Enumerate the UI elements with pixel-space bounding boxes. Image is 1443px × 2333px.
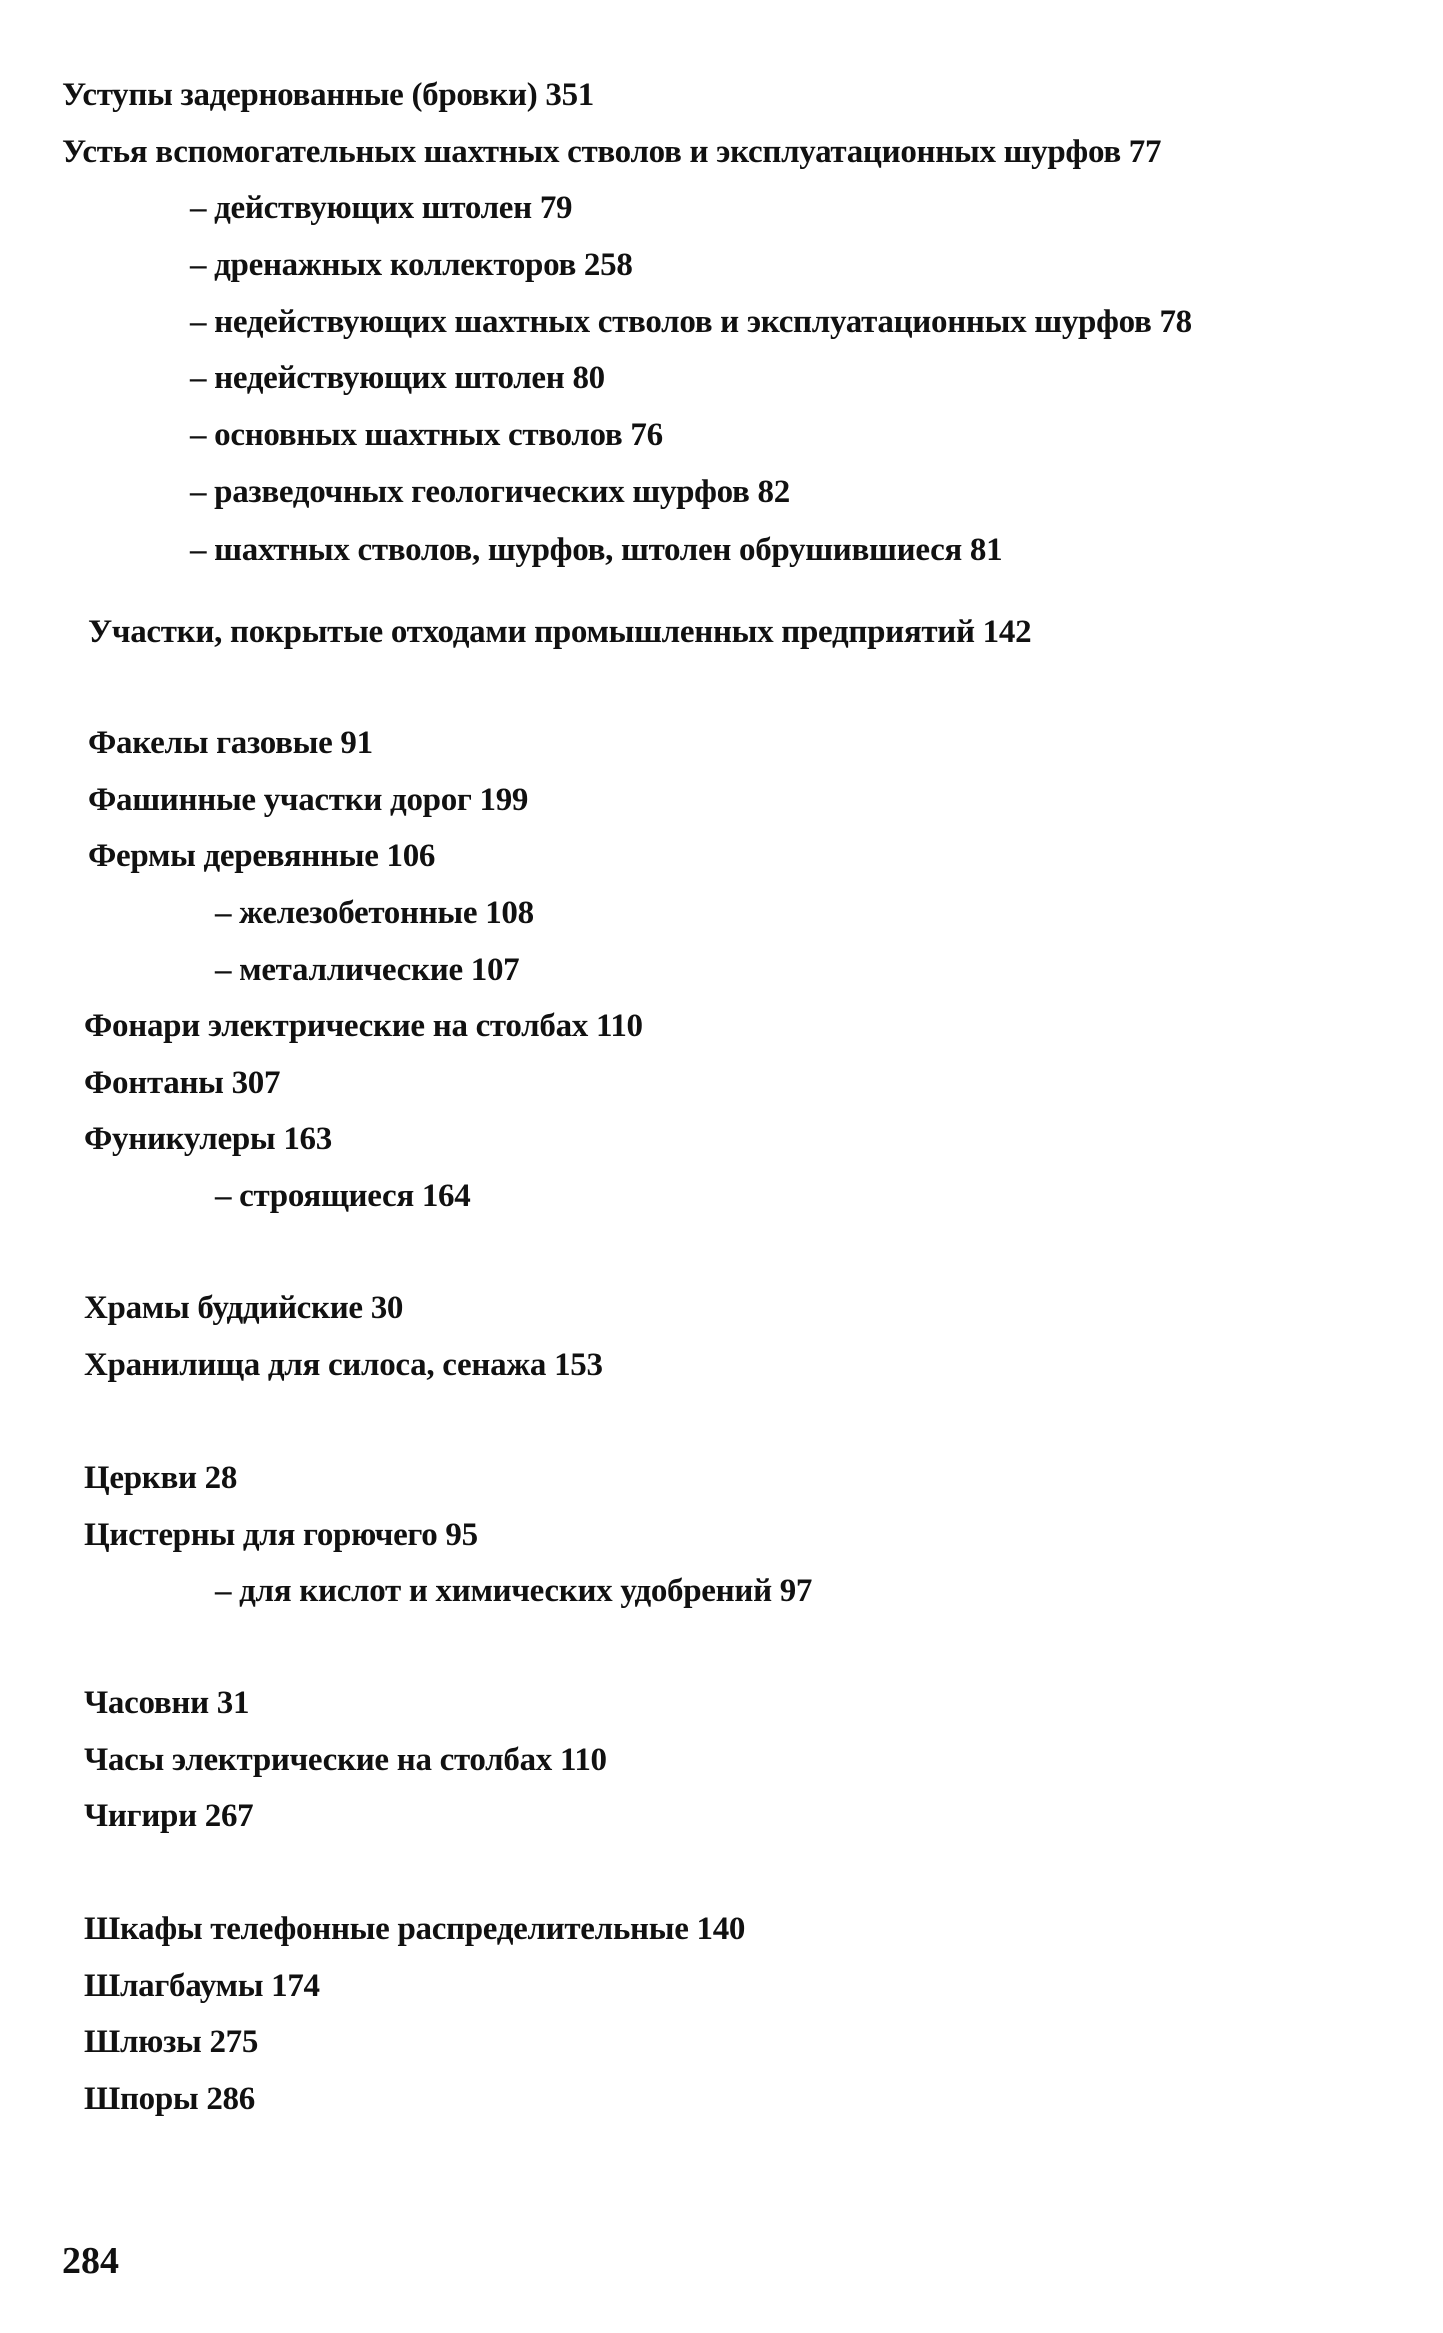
index-entry: Шкафы телефонные распределительные 140 [84, 1911, 746, 1947]
index-entry: Устья вспомогательных шахтных стволов и эксплуатационных шурфов 77 [62, 134, 1162, 170]
index-subentry: – недействующих штолен 80 [190, 360, 605, 396]
index-entry: Храмы буддийские 30 [84, 1290, 404, 1326]
index-subentry: – дренажных коллекторов 258 [190, 247, 633, 283]
index-subentry: – металлические 107 [215, 952, 520, 988]
index-entry: Факелы газовые 91 [88, 725, 373, 761]
index-subentry: – действующих штолен 79 [190, 190, 573, 226]
index-entry: Часовни 31 [84, 1685, 250, 1721]
index-entry: Участки, покрытые отходами промышленных предприятий 142 [88, 614, 1032, 650]
index-entry: Шлюзы 275 [84, 2024, 259, 2060]
index-subentry: – основных шахтных стволов 76 [190, 417, 663, 453]
index-entry: Хранилища для силоса, сенажа 153 [84, 1347, 603, 1383]
index-entry: Фашинные участки дорог 199 [88, 782, 529, 818]
index-entry: Уступы задернованные (бровки) 351 [62, 77, 594, 113]
index-subentry: – шахтных стволов, шурфов, штолен обрушившиеся 81 [190, 532, 1003, 568]
index-entry: Цистерны для горючего 95 [84, 1517, 478, 1553]
index-entry: Церкви 28 [84, 1460, 238, 1496]
index-entry: Фонтаны 307 [84, 1065, 281, 1101]
index-entry: Фуникулеры 163 [84, 1121, 332, 1157]
index-subentry: – строящиеся 164 [215, 1178, 471, 1214]
index-subentry: – для кислот и химических удобрений 97 [215, 1573, 813, 1609]
index-entry: Часы электрические на столбах 110 [84, 1742, 607, 1778]
index-entry: Фермы деревянные 106 [88, 838, 436, 874]
index-entry: Фонари электрические на столбах 110 [84, 1008, 643, 1044]
index-subentry: – железобетонные 108 [215, 895, 534, 931]
index-entry: Чигири 267 [84, 1798, 254, 1834]
index-subentry: – недействующих шахтных стволов и эксплуатационных шурфов 78 [190, 304, 1192, 340]
index-entry: Шпоры 286 [84, 2081, 255, 2117]
page-number: 284 [62, 2240, 119, 2282]
index-entry: Шлагбаумы 174 [84, 1968, 320, 2004]
index-subentry: – разведочных геологических шурфов 82 [190, 474, 790, 510]
